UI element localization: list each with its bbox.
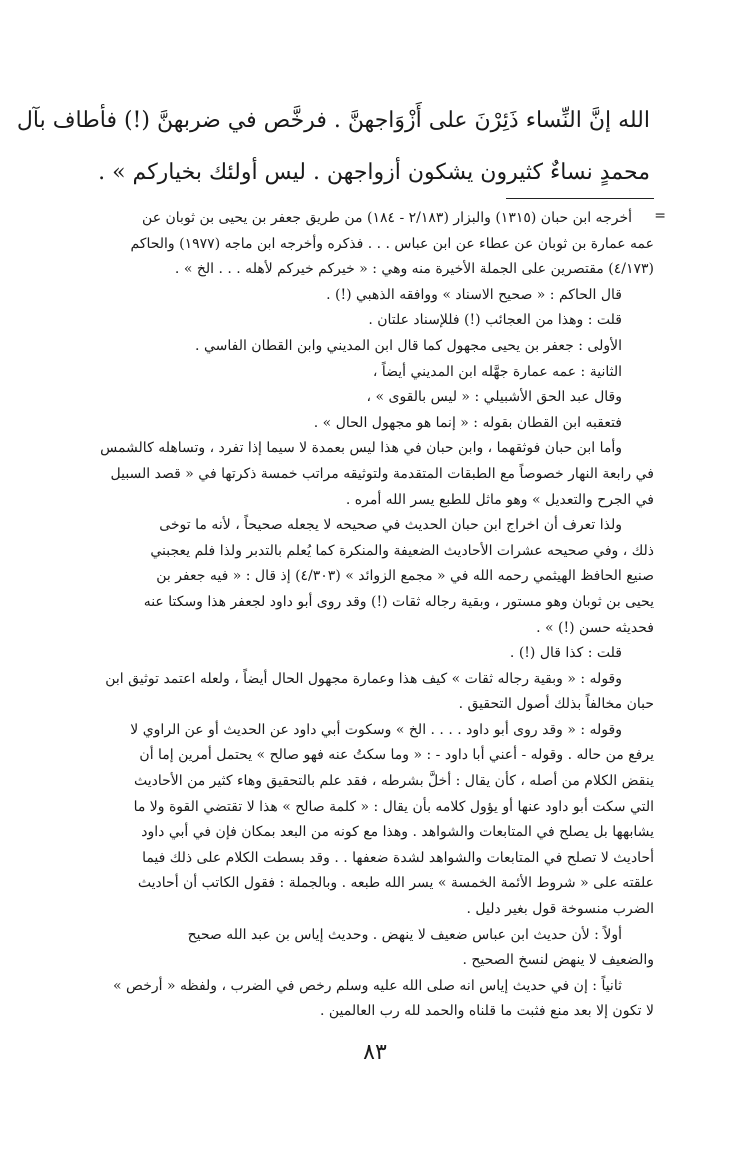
footnote-line: ذلك ، وفي صحيحه عشرات الأحاديث الضعيفة والمنكرة كما يُعلم بالتدبر ولذا فلم يعجبني	[150, 542, 654, 559]
footnote-line: صنيع الحافظ الهيثمي رحمه الله في « مجمع الزوائد » (٤/٣٠٣) إذ قال : « فيه جعفر بن	[156, 568, 654, 585]
main-text	[16, 95, 650, 199]
footnote-line: يرفع من حاله . وقوله - أعني أبا داود - : « وما سكتُ عنه فهو صالح » يحتمل أمرين إما أن	[139, 747, 654, 764]
main-text-line: الله إنَّ النِّساء ذَئِرْنَ على أَزْوَاجهنَّ . فرخَّص في ضربهنَّ (!) فأطاف بآل	[16, 108, 650, 133]
footnote-line: أحاديث لا تصلح في المتابعات والشواهد لشدة ضعفها . . وقد بسطت الكلام على ذلك فيما	[142, 849, 654, 866]
footnote-line: وقوله : « وقد روى أبو داود . . . . الخ » وسكوت أبي داود عن الحديث أو عن الراوي لا	[130, 721, 622, 738]
footnote-line: فحديثه حسن (!) » .	[536, 619, 654, 636]
footnote-line: فتعقبه ابن القطان بقوله : « إنما هو مجهول الحال » .	[313, 414, 622, 431]
footnote-line: عمه عمارة بن ثوبان عن عطاء عن ابن عباس . . . فذكره وأخرجه ابن ماجه (١٩٧٧) والحاكم	[130, 235, 654, 252]
footnote-line: قلت : كذا قال (!) .	[509, 645, 622, 662]
footnotes	[100, 206, 654, 1025]
footnote-line: وقال عبد الحق الأشبيلي : « ليس بالقوى » ،	[366, 389, 622, 406]
footnote-line: ثانياً : إن في حديث إياس انه صلى الله عليه وسلم رخص في الضرب ، ولفظه « أرخص »	[113, 977, 622, 994]
footnote-line: حبان مخالفاً بذلك أصول التحقيق .	[458, 696, 654, 713]
footnote-line: في الجرح والتعديل » وهو ماثل للطبع يسر الله أمره .	[345, 491, 654, 508]
footnote-line: (٤/١٧٣) مقتصرين على الجملة الأخيرة منه وهي : « خيركم خيركم لأهله . . . الخ » .	[174, 261, 654, 278]
footnote-line: علقته على « شروط الأئمة الخمسة » يسر الله طبعه . وبالجملة : فقول الكاتب أن أحاديث	[137, 875, 654, 892]
footnote-continuation-marker: =	[654, 208, 666, 224]
footnote-line: وأما ابن حبان فوثقهما ، وابن حبان في هذا ليس بعمدة لا سيما إذا تفرد ، وتساهله كالشمس	[100, 440, 622, 457]
footnote-line: في رابعة النهار خصوصاً مع الطبقات المتقدمة ولتوثيقه مراتب خمسة ذكرتها في « قصد السبيل	[110, 465, 654, 482]
footnote-separator	[506, 198, 654, 199]
footnote-line: الأولى : جعفر بن يحيى مجهول كما قال ابن المديني وابن القطان الفاسي .	[195, 337, 622, 354]
footnote-line: أولاً : لأن حديث ابن عباس ضعيف لا ينهض . وحديث إياس بن عبد الله صحيح	[187, 926, 622, 943]
footnote-line: ينقض الكلام من أصله ، كأن يقال : أخلَّ بشرطه ، فقد علم بالتحقيق وهاء كثير من الأحاديث	[133, 773, 654, 790]
footnote-line: لا تكون إلا بعد منع فثبت ما قلناه والحمد لله رب العالمين .	[320, 1003, 654, 1020]
footnote-line: والضعيف لا ينهض لنسخ الصحيح .	[462, 952, 654, 969]
footnote-line: يشابهها بل يصلح في المتابعات والشواهد . وهذا مع كونه من البعد بمكان فإن في أبي داود	[141, 824, 654, 841]
footnote-line: ولذا تعرف أن اخراج ابن حبان الحديث في صحيحه لا يجعله صحيحاً ، لأنه ما توخى	[159, 517, 622, 534]
footnote-line: التي سكت أبو داود عنها أو يؤول كلامه بأن يقال : « كلمة صالح » هذا لا تقتضي القوة ولا ما	[133, 798, 654, 815]
footnote-line: الضرب منسوخة قول بغير دليل .	[466, 901, 654, 918]
footnote-line: وقوله : « وبقية رجاله ثقات » كيف هذا وعمارة مجهول الحال أيضاً ، ولعله اعتمد توثيق ابن	[105, 670, 622, 687]
footnote-line: الثانية : عمه عمارة جهَّله ابن المديني أيضاً ،	[372, 363, 622, 380]
main-text-line: محمدٍ نساءٌ كثيرون يشكون أزواجهن . ليس أولئك بخياركم » .	[98, 160, 650, 185]
footnote-line: قلت : وهذا من العجائب (!) فللإسناد علتان .	[368, 312, 622, 329]
footnote-line: أخرجه ابن حبان (١٣١٥) والبزار (٢/١٨٣ - ١٨٤) من طريق جعفر بن يحيى بن ثوبان عن	[142, 210, 632, 226]
footnote-line: يحيى بن ثوبان وهو مستور ، وبقية رجاله ثقات (!) وقد روى أبو داود لجعفر هذا وسكتا عنه	[143, 593, 654, 610]
page-number: ٨٣	[363, 1040, 387, 1065]
footnote-line: قال الحاكم : « صحيح الاسناد » ووافقه الذهبي (!) .	[326, 286, 622, 303]
